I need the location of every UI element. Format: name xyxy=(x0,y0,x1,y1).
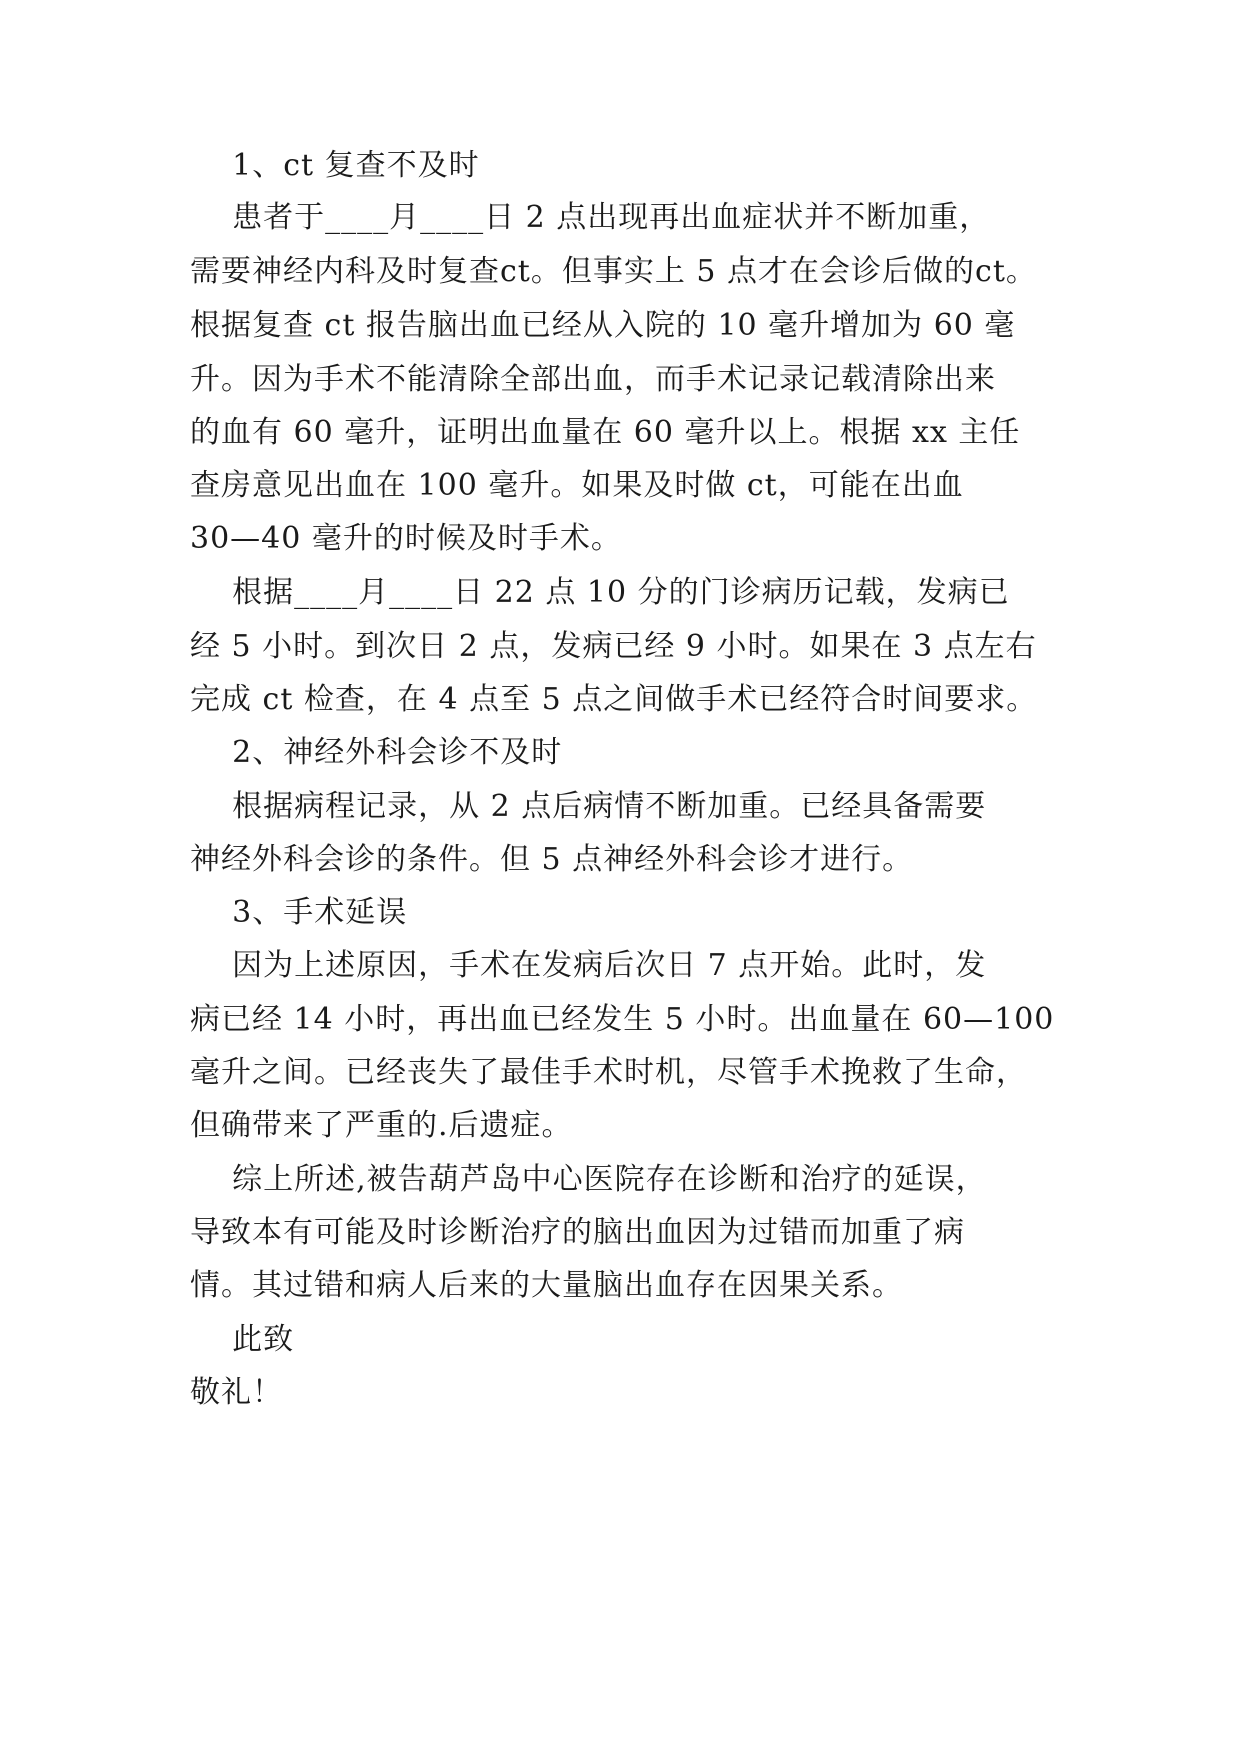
paragraph-line: 患者于____月____日 2 点出现再出血症状并不断加重， xyxy=(190,200,991,235)
paragraph-line: 综上所述,被告葫芦岛中心医院存在诊断和治疗的延误， xyxy=(190,1162,987,1197)
paragraph-line: 但确带来了严重的.后遗症。 xyxy=(190,1108,573,1143)
paragraph-line: 升。因为手术不能清除全部出血，而手术记录记载清除出来 xyxy=(190,362,996,397)
paragraph-line: 毫升之间。已经丧失了最佳手术时机，尽管手术挽救了生命， xyxy=(190,1055,1027,1090)
paragraph-line: 经 5 小时。到次日 2 点，发病已经 9 小时。如果在 3 点左右 xyxy=(190,629,1037,664)
paragraph-line: 因为上述原因，手术在发病后次日 7 点开始。此时，发 xyxy=(190,948,987,983)
paragraph-line: 需要神经内科及时复查ct。但事实上 5 点才在会诊后做的ct。 xyxy=(190,254,1037,289)
paragraph-line: 病已经 14 小时，再出血已经发生 5 小时。出血量在 60—100 xyxy=(190,1002,1055,1037)
paragraph-line: 导致本有可能及时诊断治疗的脑出血因为过错而加重了病 xyxy=(190,1215,965,1250)
paragraph-line: 根据复查 ct 报告脑出血已经从入院的 10 毫升增加为 60 毫 xyxy=(190,308,1016,343)
paragraph-line: 情。其过错和病人后来的大量脑出血存在因果关系。 xyxy=(190,1268,903,1303)
paragraph-line: 完成 ct 检查，在 4 点至 5 点之间做手术已经符合时间要求。 xyxy=(190,682,1038,717)
paragraph-line: 神经外科会诊的条件。但 5 点神经外科会诊才进行。 xyxy=(190,842,914,877)
paragraph-line: 的血有 60 毫升，证明出血量在 60 毫升以上。根据 xx 主任 xyxy=(190,415,1021,450)
paragraph-line: 查房意见出血在 100 毫升。如果及时做 ct，可能在出血 xyxy=(190,468,964,503)
closing-salutation: 此致 xyxy=(190,1322,295,1357)
paragraph-line: 根据____月____日 22 点 10 分的门诊病历记载，发病已 xyxy=(190,575,1010,610)
paragraph-line: 根据病程记录，从 2 点后病情不断加重。已经具备需要 xyxy=(190,789,987,824)
closing-regards: 敬礼！ xyxy=(190,1375,283,1410)
heading-ct-review: 1、ct 复查不及时 xyxy=(190,148,480,183)
heading-neurosurgery-consult: 2、神经外科会诊不及时 xyxy=(190,735,563,770)
heading-surgery-delay: 3、手术延误 xyxy=(190,895,408,930)
paragraph-line: 30—40 毫升的时候及时手术。 xyxy=(190,521,622,556)
